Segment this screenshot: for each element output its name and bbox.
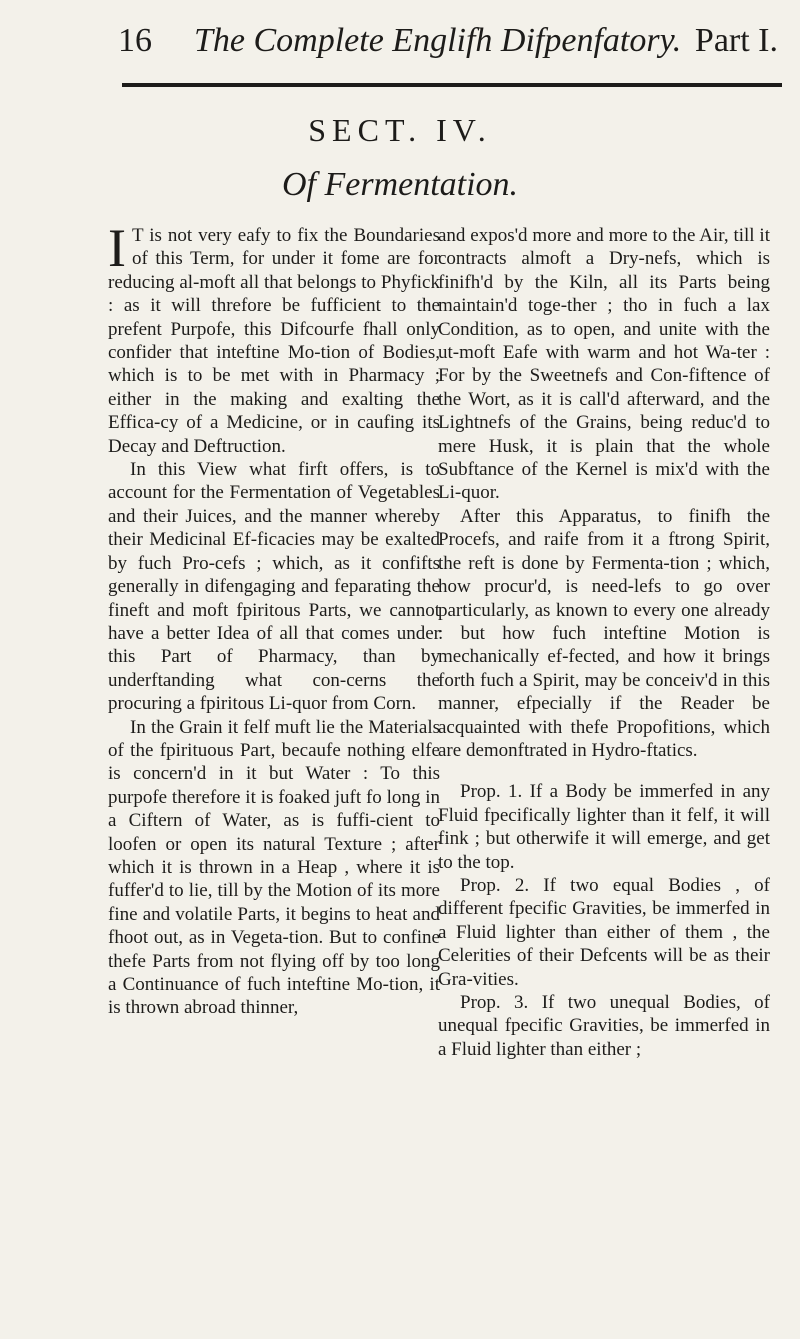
drop-cap: I: [108, 218, 126, 278]
left-column: [108, 218, 440, 1020]
spacer: [438, 762, 770, 780]
right-column: [438, 224, 770, 1061]
proposition: Prop. 3. If two unequal Bodies, of unequal fpecific Gravities, be immerfed in a Fluid lighter than either ;: [438, 992, 770, 1060]
running-header: [118, 22, 778, 72]
paragraph: In the Grain it felf muft lie the Materials of the fpirituous Part, becaufe nothing elfe is concern'd in it but Water : To this purpofe therefore it is foaked juft fo long in a Ciftern of Water, as is fuffi-cient to loofen or open its natural Texture ; after which it is thrown in a Heap , where it is fuffer'd to lie, till by the Motion of its more fine and volatile Parts, it begins to heat and fhoot out, as in Vegeta-tion. But to confine thefe Parts from not flying off by too long a Continuance of fuch inteftine Mo-tion, it is thrown abroad thinner,: [108, 716, 440, 1019]
running-title: The Complete Englifh Difpenfatory.: [194, 22, 682, 59]
section-subtitle: Of Fermentation.: [281, 166, 519, 203]
paragraph: After this Apparatus, to finifh the Procefs, and raife from it a ftrong Spirit, the reft is done by Fermenta-tion ; which, how procur'd, is need-lefs to go over particularly, as known to every one already : but how fuch inteftine Motion is mechanically ef-fected, and how it brings forth fuch a Spirit, may be conceiv'd in this manner, efpecially if the Reader be acquainted with thefe Propofitions, which are demonftrated in Hydro-ftatics.: [438, 505, 770, 761]
section-heading: SECT. IV.: [308, 112, 492, 148]
paragraph-text: T is not very eafy to fix the Boundaries of this Term, for under it fome are for reducing al-moft all that belongs to Phyfick : as it will threfore be fufficient to the prefent Purpofe, this Difcourfe fhall only confider that inteftine Mo-tion of Bodies, which is to be met with in Pharmacy ; either in the making and exalting the Effica-cy of a Medicine, or in caufing its Decay and Deftruction.: [108, 225, 440, 457]
proposition: Prop. 1. If a Body be immerfed in any Fluid fpecifically lighter than it felf, it will fink ; but otherwife it will emerge, and get to the top.: [438, 781, 770, 873]
paragraph: [108, 218, 440, 458]
page-number: 16: [118, 22, 152, 59]
paragraph: In this View what firft offers, is to account for the Fermentation of Vegetables and their Juices, and the manner whereby their Medicinal Ef-ficacies may be exalted by fuch Pro-cefs ; which, as it confifts generally in difengaging and feparating the fineft and moft fpiritous Parts, we cannot have a better Idea of all that comes under this Part of Pharmacy, than by underftanding what con-cerns the procuring a fpiritous Li-quor from Corn.: [108, 459, 440, 715]
paragraph: and expos'd more and more to the Air, till it contracts almoft a Dry-nefs, which is finifh'd by the Kiln, all its Parts being maintain'd toge-ther ; tho in fuch a lax Condition, as to open, and unite with the ut-moft Eafe with warm and hot Wa-ter : For by the Sweetnefs and Con-fiftence of the Wort, as it is call'd afterward, and the Lightnefs of the Grains, being reduc'd to mere Husk, it is plain that the whole Subftance of the Kernel is mix'd with the Li-quor.: [438, 225, 770, 504]
header-rule: [122, 83, 782, 87]
part-number: Part I.: [694, 22, 778, 59]
proposition: Prop. 2. If two equal Bodies , of different fpecific Gravities, be immerfed in a Fluid lighter than either of them , the Celerities of their Defcents will be as their Gra-vities.: [438, 874, 770, 990]
